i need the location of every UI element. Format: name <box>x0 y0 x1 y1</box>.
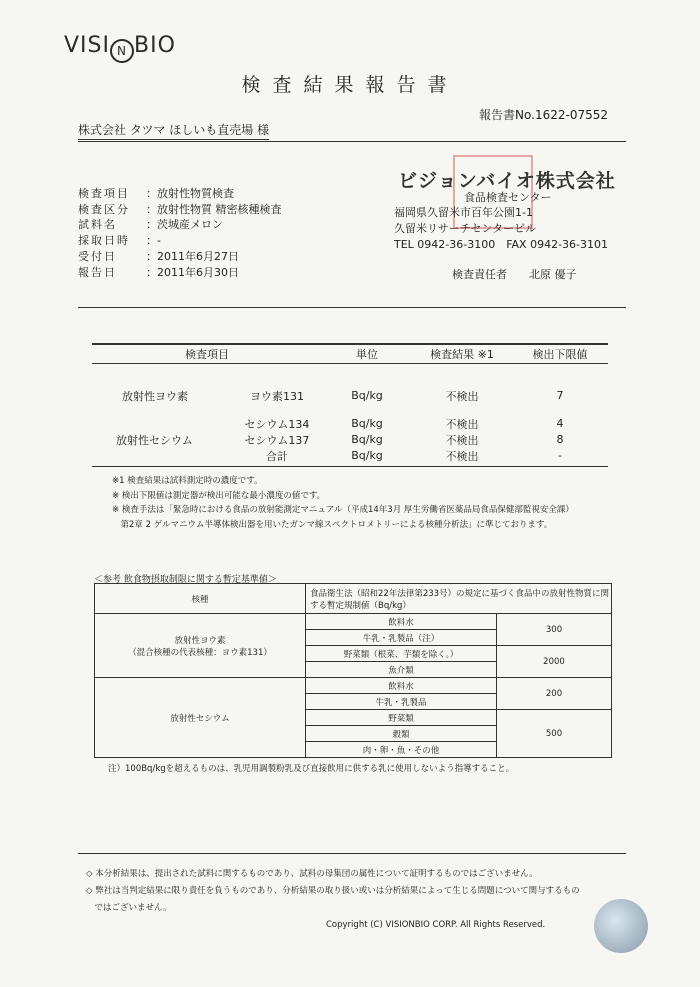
info-row: 受付日 ：2011年6月27日 <box>78 249 239 263</box>
info-row: 試料名 ：茨城産メロン <box>78 218 223 232</box>
disclaimers: ◇ 本分析結果は、提出された試料に関するものであり、試料の母集団の属性について証明するものではございません。 ◇ 弊社は当判定結果に限り責任を負うものであり、分析結果の取り扱い或いは分析結果によって生じる問題について関与するもの ではございません。 <box>86 869 580 913</box>
visionbio-logo: VISI N BIO <box>64 33 176 63</box>
reference-limits-table: 核種 食品衛生法（昭和22年法律第233号）の規定に基づく食品中の放射性物質に関する暫定規制値（Bq/kg） 放射性ヨウ素 （混合核種の代表核種：ヨウ素131） 飲料水 300 牛乳・乳製品（注） 野菜類（根菜、芋類を除く。） 2000 魚介類 放射性セシウム 飲料水 200 牛乳・乳製品 野菜類 500 穀類 肉・卵・魚・その他 <box>94 583 612 758</box>
company-address: 福岡県久留米市百年公園1-1 久留米リサーチセンタービル TEL 0942-36-3100 FAX 0942-36-3101 <box>394 206 609 251</box>
results-notes: ※1 検査結果は試料測定時の濃度です。 ※ 検出下限値は測定器が検出可能な最小濃度の値です。 ※ 検査手法は「緊急時における食品の放射能測定マニュアル（平成14年3月 厚生労働省医薬品局食品保健部監視安全課） 第2章 2 ゲルマニウム半導体検出器を用いたガンマ線スペクトロメトリーによる核種分析法」に準じております。 <box>112 476 574 530</box>
table-row: セシウム134 Bq/kg 不検出 4 <box>244 417 564 431</box>
reference-title: ＜参考 飲食物摂取制限に関する暫定基準値＞ <box>94 575 277 585</box>
inspection-info <box>78 186 282 280</box>
iodine-cell: 放射性ヨウ素 （混合核種の代表核種：ヨウ素131） <box>95 614 306 678</box>
document-title: 検査結果報告書 <box>241 74 459 96</box>
center-name: 食品検査センター <box>464 191 552 204</box>
col-header: 検出下限値 <box>512 344 608 364</box>
col-header: 検査結果 ※1 <box>412 344 512 364</box>
results-table <box>92 343 608 464</box>
hologram-seal-icon <box>594 899 648 953</box>
info-row: 検査項目 ：放射性物質検査 <box>78 187 234 200</box>
col-header: 単位 <box>322 344 412 364</box>
info-row: 報告日 ：2011年6月30日 <box>78 265 239 279</box>
reference-note: 注）100Bq/kgを超えるものは、乳児用調製粉乳及び直接飲用に供する乳に使用しないよう指導すること。 <box>108 764 515 774</box>
info-divider <box>78 307 626 308</box>
info-row: 採取日時 ：- <box>78 234 161 248</box>
info-row: 検査区分 ：放射性物質 精密核種検査 <box>78 202 282 216</box>
table-row: 合計 Bq/kg 不検出 - <box>266 449 562 463</box>
footer-divider <box>78 853 626 854</box>
company-name: ビジョンバイオ株式会社 <box>398 170 616 192</box>
logo-mark-icon: N <box>110 39 134 63</box>
table-row: 放射性ヨウ素 ヨウ素131 Bq/kg 不検出 7 <box>122 389 564 403</box>
col-header: 検査項目 <box>92 344 322 364</box>
inspector-name: 検査責任者 北原 優子 <box>452 268 577 281</box>
table-row: 放射性セシウム セシウム137 Bq/kg 不検出 8 <box>116 433 564 447</box>
results-bottom-rule <box>92 466 608 467</box>
report-number: 報告書No.1622-07552 <box>479 108 608 122</box>
client-name: 株式会社 タツマ ほしいも直売場 様 <box>78 121 269 140</box>
copyright: Copyright (C) VISIONBIO CORP. All Rights Reserved. <box>326 920 546 930</box>
header-divider <box>78 141 626 142</box>
